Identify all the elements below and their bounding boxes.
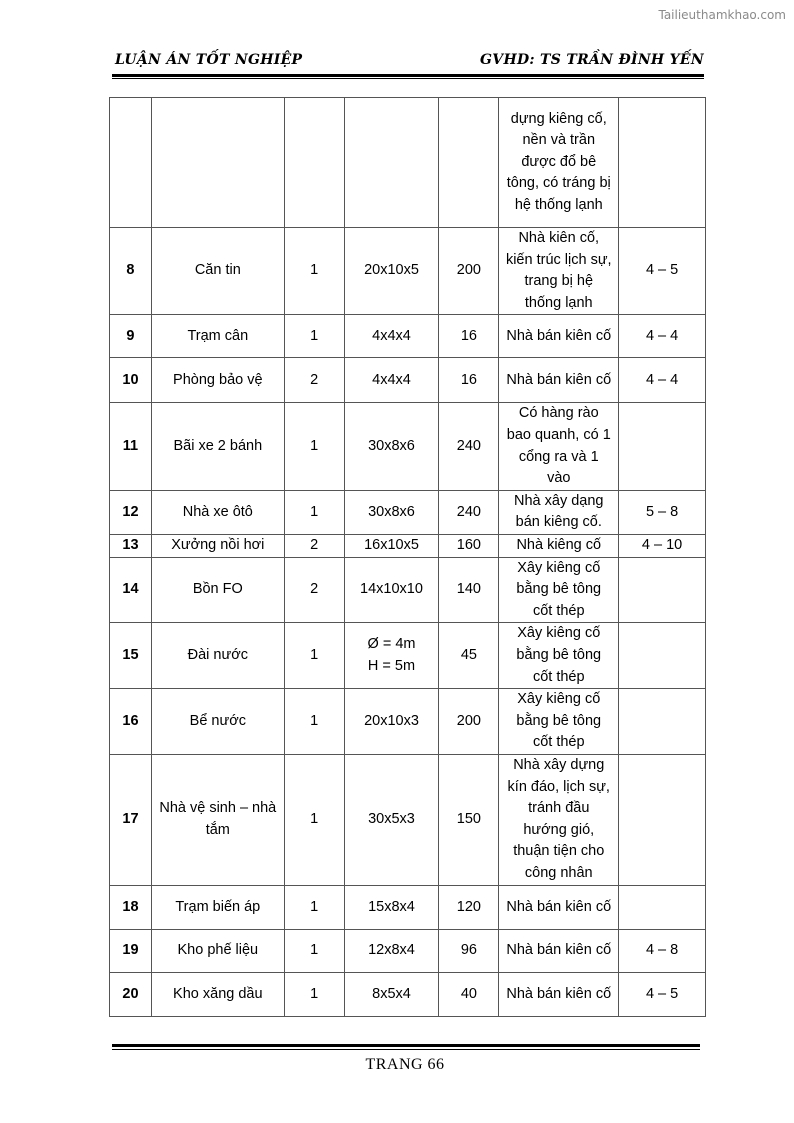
- footer-rule-thin: [112, 1049, 700, 1050]
- cell-description: Nhà bán kiên cố: [499, 315, 619, 358]
- cell-number: 8: [110, 228, 152, 315]
- facility-table: [109, 97, 706, 1017]
- cell-area: 200: [439, 689, 499, 755]
- cell-size: 4x4x4: [344, 358, 439, 403]
- cell-number: 14: [110, 557, 152, 623]
- cell-description: Nhà bán kiên cố: [499, 358, 619, 403]
- cell-description: Nhà xây dựng kín đáo, lịch sự, tránh đầu hướng gió, thuận tiện cho công nhân: [499, 754, 619, 885]
- cell-size: 14x10x10: [344, 557, 439, 623]
- cell-area: [439, 98, 499, 228]
- cell-description: Nhà bán kiên cố: [499, 972, 619, 1016]
- table-row: [110, 972, 706, 1016]
- cell-note: 5 – 8: [619, 490, 706, 534]
- footer-rule: [112, 1044, 700, 1047]
- cell-note: [619, 98, 706, 228]
- cell-name: Căn tin: [151, 228, 284, 315]
- table-row: [110, 929, 706, 972]
- cell-name: Nhà xe ôtô: [151, 490, 284, 534]
- table-row: [110, 358, 706, 403]
- cell-note: 4 – 5: [619, 228, 706, 315]
- cell-quantity: 1: [284, 972, 344, 1016]
- cell-size: 30x8x6: [344, 403, 439, 490]
- cell-name: Trạm biến áp: [151, 885, 284, 929]
- table-row: [110, 557, 706, 623]
- table-row: [110, 490, 706, 534]
- header-rule: [112, 74, 704, 77]
- cell-note: 4 – 5: [619, 972, 706, 1016]
- table-row: [110, 98, 706, 228]
- table-row: [110, 689, 706, 755]
- table-row: [110, 534, 706, 557]
- table-row: [110, 754, 706, 885]
- table-row: [110, 403, 706, 490]
- cell-description: Xây kiêng cố bằng bê tông cốt thép: [499, 623, 619, 689]
- cell-quantity: 1: [284, 228, 344, 315]
- cell-description: Có hàng rào bao quanh, có 1 cổng ra và 1 vào: [499, 403, 619, 490]
- cell-note: [619, 557, 706, 623]
- cell-number: 9: [110, 315, 152, 358]
- cell-area: 240: [439, 403, 499, 490]
- cell-area: 96: [439, 929, 499, 972]
- cell-name: Xưởng nồi hơi: [151, 534, 284, 557]
- cell-number: 11: [110, 403, 152, 490]
- cell-note: [619, 403, 706, 490]
- cell-description: Xây kiêng cố bằng bê tông cốt thép: [499, 557, 619, 623]
- cell-size: 12x8x4: [344, 929, 439, 972]
- table-row: [110, 885, 706, 929]
- cell-size: [344, 98, 439, 228]
- cell-size: [344, 623, 439, 689]
- cell-quantity: 1: [284, 885, 344, 929]
- cell-name: Bồn FO: [151, 557, 284, 623]
- cell-number: 18: [110, 885, 152, 929]
- cell-number: 15: [110, 623, 152, 689]
- cell-name: Trạm cân: [151, 315, 284, 358]
- cell-quantity: 2: [284, 534, 344, 557]
- cell-name: Đài nước: [151, 623, 284, 689]
- cell-quantity: 2: [284, 557, 344, 623]
- cell-size: 30x5x3: [344, 754, 439, 885]
- cell-note: 4 – 4: [619, 358, 706, 403]
- cell-number: 17: [110, 754, 152, 885]
- cell-size: 30x8x6: [344, 490, 439, 534]
- watermark-text: Tailieuthamkhao.com: [658, 8, 786, 22]
- cell-size: 20x10x3: [344, 689, 439, 755]
- header-rule-thin: [112, 78, 704, 79]
- cell-number: 10: [110, 358, 152, 403]
- cell-area: 45: [439, 623, 499, 689]
- cell-description: Nhà kiên cố, kiến trúc lịch sự, trang bị hệ thống lạnh: [499, 228, 619, 315]
- table-row: [110, 228, 706, 315]
- cell-quantity: 1: [284, 929, 344, 972]
- cell-note: 4 – 4: [619, 315, 706, 358]
- cell-quantity-value: 1: [310, 646, 319, 663]
- cell-description: Xây kiêng cố bằng bê tông cốt thép: [499, 689, 619, 755]
- header-left-title: LUẬN ÁN TỐT NGHIỆP: [115, 52, 303, 68]
- table-row: [110, 315, 706, 358]
- cell-size: 8x5x4: [344, 972, 439, 1016]
- cell-description: dựng kiêng cố, nền và trần được đổ bê tông, có tráng bị hệ thống lạnh: [499, 98, 619, 228]
- cell-note: 4 – 8: [619, 929, 706, 972]
- cell-size: 20x10x5: [344, 228, 439, 315]
- cell-quantity: 2: [284, 358, 344, 403]
- cell-quantity: [284, 98, 344, 228]
- cell-description: Nhà bán kiên cố: [499, 929, 619, 972]
- cell-quantity: 1: [284, 689, 344, 755]
- cell-quantity: 1: [284, 315, 344, 358]
- cell-note: [619, 623, 706, 689]
- cell-quantity: 1: [284, 403, 344, 490]
- cell-name: Bãi xe 2 bánh: [151, 403, 284, 490]
- cell-size: 4x4x4: [344, 315, 439, 358]
- cell-note: [619, 754, 706, 885]
- cell-quantity: 1: [284, 754, 344, 885]
- cell-size: 15x8x4: [344, 885, 439, 929]
- cell-area: 40: [439, 972, 499, 1016]
- cell-name: Bể nước: [151, 689, 284, 755]
- cell-quantity: 1: [284, 490, 344, 534]
- cell-description: Nhà bán kiên cố: [499, 885, 619, 929]
- page-number: TRANG 66: [365, 1056, 445, 1073]
- page-header: [115, 52, 704, 74]
- cell-note: [619, 689, 706, 755]
- cell-area: 16: [439, 358, 499, 403]
- cell-number: 12: [110, 490, 152, 534]
- cell-name: Nhà vệ sinh – nhà tắm: [151, 754, 284, 885]
- cell-name: Phòng bảo vệ: [151, 358, 284, 403]
- cell-name: Kho xăng dầu: [151, 972, 284, 1016]
- cell-area: 160: [439, 534, 499, 557]
- cell-quantity: [284, 623, 344, 689]
- cell-size-diameter: Ø = 4m: [367, 636, 416, 653]
- table-row: [110, 623, 706, 689]
- cell-area: 140: [439, 557, 499, 623]
- cell-number: 19: [110, 929, 152, 972]
- cell-area: 200: [439, 228, 499, 315]
- cell-area: 16: [439, 315, 499, 358]
- cell-description: Nhà xây dạng bán kiêng cố.: [499, 490, 619, 534]
- cell-note: 4 – 10: [619, 534, 706, 557]
- cell-name: [151, 98, 284, 228]
- cell-number: 13: [110, 534, 152, 557]
- cell-area: 240: [439, 490, 499, 534]
- cell-name: Kho phế liệu: [151, 929, 284, 972]
- cell-description: Nhà kiêng cố: [499, 534, 619, 557]
- cell-area: 120: [439, 885, 499, 929]
- cell-size: 16x10x5: [344, 534, 439, 557]
- cell-note: [619, 885, 706, 929]
- cell-number: 16: [110, 689, 152, 755]
- cell-number: [110, 98, 152, 228]
- header-right-title: GVHD: TS TRẦN ĐÌNH YẾN: [480, 52, 704, 68]
- cell-number: 20: [110, 972, 152, 1016]
- cell-size-height: H = 5m: [367, 657, 416, 674]
- cell-area: 150: [439, 754, 499, 885]
